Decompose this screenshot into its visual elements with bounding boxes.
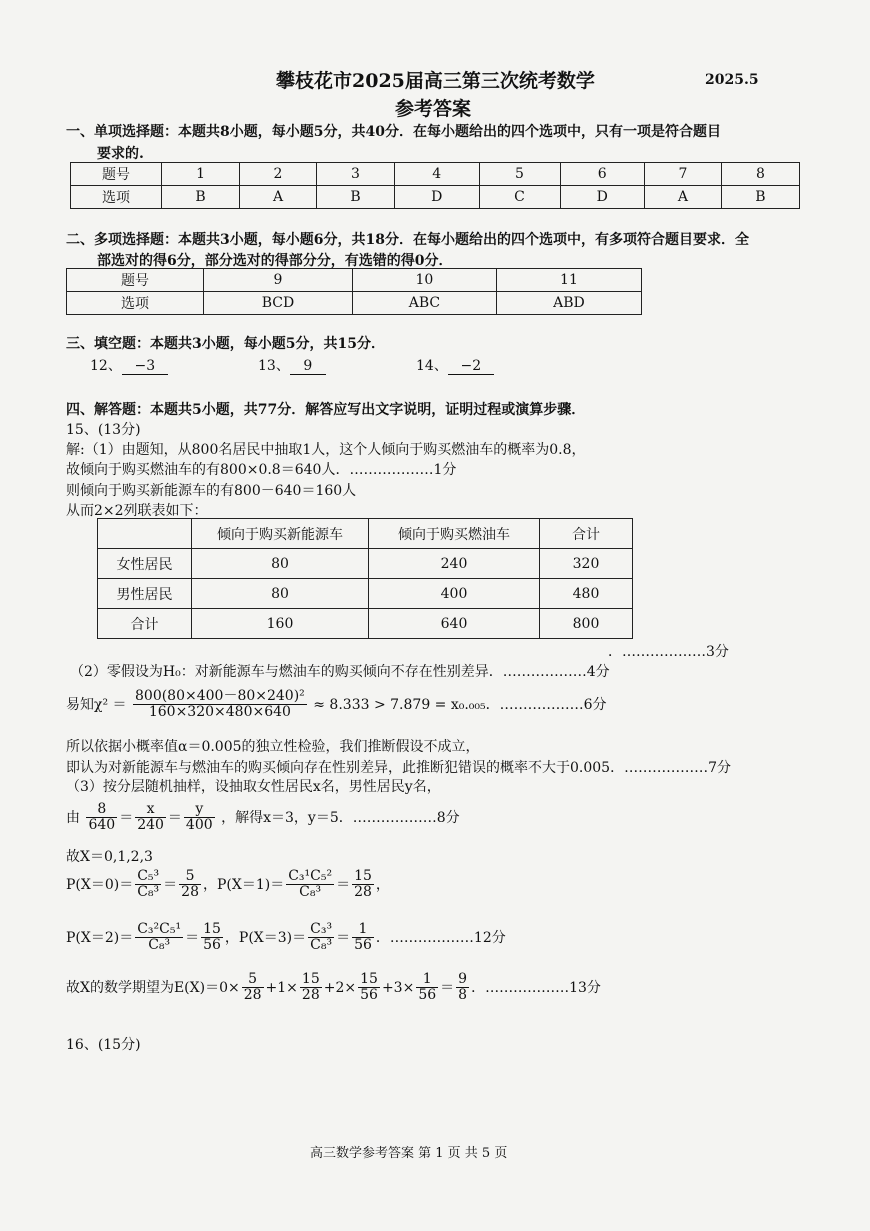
fraction [286,869,334,901]
q15-line: 则倾向于购买新能源车的有800－640＝160人 [66,483,357,499]
section1-heading: 一、单项选择题：本题共8小题，每小题5分，共40分．在每小题给出的四个选项中，只有一项是符合题目 [66,124,721,140]
chi-square-line [66,689,607,721]
table-cell: 320 [540,549,633,579]
table-cell: 9 [204,269,353,292]
fraction-numerator: x [135,802,166,818]
table-header-cell [98,519,192,549]
table-cell: B [721,186,799,209]
score-mark: ．………………12分 [375,929,506,946]
fraction-numerator: 1 [416,972,438,988]
ratio-suffix: ，解得x＝3，y＝5．………………8分 [221,809,460,826]
table-row [67,292,642,315]
table-cell: ABD [496,292,641,315]
table-cell: 80 [192,579,369,609]
table-cell: BCD [204,292,353,315]
table-cell: C [479,186,560,209]
score-mark: ．………………13分 [471,979,601,996]
fraction-denominator: 28 [354,884,372,901]
prob-lhs: P(X＝2)＝ [66,929,134,946]
fraction-denominator: 8 [458,987,468,1004]
table-cell: ABC [352,292,496,315]
ratio-prefix: 由 [66,809,80,826]
q15-line: 故X＝0,1,2,3 [66,849,153,865]
fraction-numerator: C₃²C₅¹ [137,921,182,937]
table-cell: 400 [369,579,540,609]
fraction-numerator: 5 [242,972,264,988]
section1-heading-cont: 要求的. [97,146,144,162]
table-row [98,609,633,639]
fill-item-answer: 9 [290,358,326,375]
fraction-numerator: 8 [86,802,117,818]
fill-item-14 [416,355,494,375]
section2-heading: 二、多项选择题：本题共3小题，每小题6分，共18分．在每小题给出的四个选项中，有多项符合题目要求．全 [66,232,749,248]
chi-prefix: 易知χ² ＝ [66,696,127,713]
probability-line-2: P(X＝2)＝ $\frac{\text{C₃²C₅¹}}{\text{C₈³}}$ ＝ $\frac{15}{56}$ ，P(X＝3)＝ $\frac{\text{C₃³}}{\text{C₈³}}$ ＝ $\frac{1}{56}$ ．………………12分 [66,921,506,954]
fill-item-number: 13、 [258,358,290,374]
probability-line-1: P(X＝0)＝ $\frac{\text{C₅³}}{\text{C₈³}}$ ＝ $\frac{5}{28}$ ，P(X＝1)＝ $\frac{\text{C₃¹C₅²}}{\text{C₈³}}$ ＝ $\frac{15}{28}$ ， [66,868,390,901]
table-cell: 选项 [71,186,162,209]
fraction-denominator: 28 [243,987,262,1004]
fraction-denominator: C₈³ [137,884,160,901]
fraction-numerator: 9 [458,971,468,987]
fraction [242,972,264,1004]
score-mark: ．………………3分 [608,644,729,660]
table-cell: 160 [192,609,369,639]
fraction [300,972,322,1004]
table-header-cell: 合计 [540,519,633,549]
table-row [71,186,800,209]
section2-heading-cont: 部选对的得6分，部分选对的得部分分，有选错的得0分． [97,253,453,269]
fraction-numerator: y [184,802,215,818]
fraction [86,802,117,834]
fraction [416,972,438,1004]
q15-part2: （2）零假设为H₀：对新能源车与燃油车的购买倾向不存在性别差异．………………4分 [70,664,610,680]
fraction-numerator: 800(80×400－80×240)² [135,688,305,704]
table-cell: 80 [192,549,369,579]
chi-suffix: ≈ 8.333 > 7.879 = x₀.₀₀₅．………………6分 [313,696,607,713]
table-cell: 女性居民 [98,549,192,579]
q15-line: （3）按分层随机抽样，设抽取女性居民x名，男性居民y名， [66,779,441,795]
fraction-numerator: 1 [352,922,374,938]
expectation-term: +3× [381,979,415,996]
fraction [308,922,334,954]
fill-item-number: 14、 [416,358,448,374]
fraction [352,922,374,954]
page-subtitle: 参考答案 [395,98,472,120]
table-cell: 8 [721,163,799,186]
fraction [184,802,215,834]
expectation-term: +1× [265,979,298,996]
fraction-denominator: 56 [418,987,437,1004]
fraction-numerator: 15 [360,971,378,987]
fraction [179,869,201,901]
expectation-prefix: 故X的数学期望为E(X)＝0× [66,979,240,996]
contingency-table [97,518,633,639]
table-row [98,549,633,579]
fraction [456,972,469,1004]
table-cell: D [395,186,480,209]
fraction-denominator: 240 [137,817,164,834]
table-cell: 合计 [98,609,192,639]
fraction-numerator: 15 [203,921,221,937]
q15-label: 15、(13分) [66,422,141,438]
fraction-denominator: 56 [203,937,221,954]
fraction-denominator: C₈³ [310,937,333,954]
fraction-numerator: 5 [179,869,201,885]
expectation-term: ＝ [440,979,455,996]
fraction [201,922,223,954]
fraction-denominator: 28 [181,884,199,901]
table-cell: 5 [479,163,560,186]
fill-item-12 [90,355,168,375]
exam-date: 2025.5 [705,72,759,88]
section2-answer-table [66,268,642,315]
table-cell: 男性居民 [98,579,192,609]
fraction [135,869,161,901]
table-cell: 选项 [67,292,204,315]
table-cell: 3 [316,163,394,186]
table-cell: 6 [560,163,645,186]
fraction [352,869,374,901]
table-cell: 题号 [67,269,204,292]
section4-heading: 四、解答题：本题共5小题，共77分．解答应写出文字说明，证明过程或演算步骤． [66,402,586,418]
fraction-denominator: 640 [88,817,116,834]
prob-lhs: P(X＝0)＝ [66,876,134,893]
section3-heading: 三、填空题：本题共3小题，每小题5分，共15分． [66,336,385,352]
table-cell: 题号 [71,163,162,186]
expectation-term: +2× [323,979,357,996]
fraction-numerator: 15 [301,971,320,987]
table-cell: 4 [395,163,480,186]
table-cell: A [645,186,722,209]
table-cell: 800 [540,609,633,639]
fill-item-answer: −3 [122,358,168,375]
prob-lhs: ，P(X＝3)＝ [224,929,307,946]
section1-answer-table [70,162,800,209]
prob-lhs: ，P(X＝1)＝ [202,876,285,893]
table-cell: A [240,186,317,209]
table-cell: 640 [369,609,540,639]
fill-item-number: 12、 [90,358,122,374]
fraction-denominator: 56 [360,987,378,1004]
ratio-line: 由 $\frac{8}{640}$ ＝ $\frac{x}{240}$ ＝ $\frac{y}{400}$ ，解得x＝3，y＝5．………………8分 [66,801,460,834]
fraction-denominator: 160×320×480×640 [148,704,291,721]
table-cell: B [316,186,394,209]
table-header-cell: 倾向于购买新能源车 [192,519,369,549]
q15-line: 解:（1）由题知，从800名居民中抽取1人，这个人倾向于购买燃油车的概率为0.8， [66,442,586,458]
table-row [98,579,633,609]
table-header-cell: 倾向于购买燃油车 [369,519,540,549]
table-cell: 2 [240,163,317,186]
fill-item-answer: −2 [448,358,494,375]
fraction-numerator: C₃³ [310,921,333,937]
table-cell: 480 [540,579,633,609]
fill-item-13 [258,355,326,375]
q15-line: 所以依据小概率值α＝0.005的独立性检验，我们推断假设不成立， [66,739,480,755]
fraction [358,972,380,1004]
fraction-denominator: 56 [354,937,372,954]
table-cell: 1 [162,163,240,186]
table-row [67,269,642,292]
q15-line: 故倾向于购买燃油车的有800×0.8＝640人．………………1分 [66,462,457,478]
fraction-denominator: C₈³ [148,937,171,954]
table-cell: 240 [369,549,540,579]
fraction-denominator: 400 [185,817,213,834]
q15-line: 从而2×2列联表如下： [66,503,208,519]
table-cell: B [162,186,240,209]
expectation-line [66,972,601,1004]
fraction [135,922,183,954]
q15-line: 即认为对新能源车与燃油车的购买倾向存在性别差异，此推断犯错误的概率不大于0.005．………………7分 [66,760,731,776]
chi-fraction [133,689,307,721]
table-cell: 7 [645,163,722,186]
page-title: 攀枝花市2025届高三第三次统考数学 [276,70,595,92]
q16-label: 16、(15分) [66,1037,141,1053]
fraction-numerator: C₅³ [137,868,160,884]
page-footer: 高三数学参考答案 第 1 页 共 5 页 [310,1146,508,1161]
table-cell: 11 [496,269,641,292]
fraction-numerator: C₃¹C₅² [288,868,333,884]
fraction [135,802,166,834]
fraction-denominator: C₈³ [299,884,322,901]
table-cell: D [560,186,645,209]
table-cell: 10 [352,269,496,292]
table-row [98,519,633,549]
fraction-numerator: 15 [354,868,372,884]
table-row [71,163,800,186]
fraction-denominator: 28 [301,987,320,1004]
